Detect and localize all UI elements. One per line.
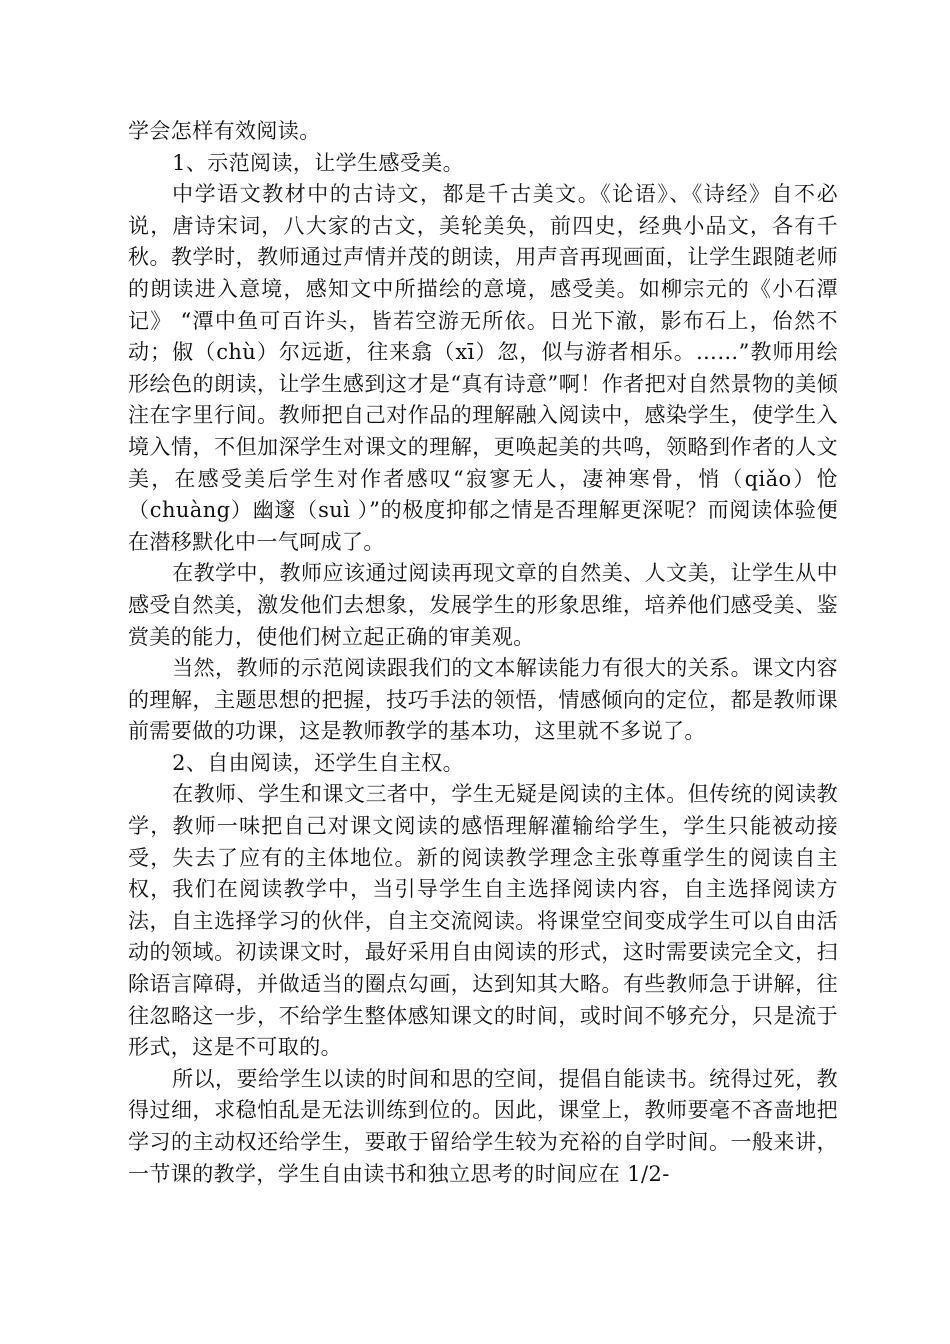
section-heading-free-reading: 2、自由阅读，还学生自主权。 [172, 750, 465, 775]
paragraph-classical-poetry: 中学语文教材中的古诗文，都是千古美文。《论语》、《诗经》自不必说，唐诗宋词，八大家的古文，美轮美奂，前四史，经典小品文，各有千秋。教学时，教师通过声情并茂的朗读，用声音再现画面，让学生跟随老师的朗读进入意境，感知文中所描绘的意境，感受美。如柳宗元的《小石潭记》 “潭中鱼可百许头，皆若空游无所依。日光下澈，影布石上，佁然不动；俶（chù）尔远逝，往来翕（xī）忽，似与游者相乐。……”教师用绘形绘色的朗读，让学生感到这才是“真有诗意”啊！作者把对自然景物的美倾注在字里行间。教师把自己对作品的理解融入阅读中，感染学生，使学生入境入情，不但加深学生对课文的理解，更唤起美的共鸣，领略到作者的人文美，在感受美后学生对作者感叹“寂寥无人，凄神寒骨，悄（qiǎo）怆（chuàng）幽邃（suì ）”的极度抑郁之情是否理解更深呢？而阅读体验便在潜移默化中一气呵成了。 [128, 182, 838, 554]
section-heading-demonstration-reading: 1、示范阅读，让学生感受美。 [172, 150, 465, 175]
paragraph-natural-beauty: 在教学中，教师应该通过阅读再现文章的自然美、人文美，让学生从中感受自然美，激发他们去想象，发展学生的形象思维，培养他们感受美、鉴赏美的能力，使他们树立起正确的审美观。 [128, 561, 838, 649]
paragraph-continuation: 学会怎样有效阅读。 [128, 119, 321, 143]
document-body [128, 116, 838, 1190]
paragraph-reading-time: 所以，要给学生以读的时间和思的空间，提倡自能读书。统得过死，教得过细，求稳怕乱是无法训练到位的。因此，课堂上，教师要毫不吝啬地把学习的主动权还给学生，要敢于留给学生较为充裕的自学时间。一般来讲，一节课的教学，学生自由读书和独立思考的时间应在 1/2- [128, 1066, 838, 1186]
paragraph-text-interpretation: 当然，教师的示范阅读跟我们的文本解读能力有很大的关系。课文内容的理解，主题思想的把握，技巧手法的领悟，情感倾向的定位，都是教师课前需要做的功课，这是教师教学的基本功，这里就不多说了。 [128, 656, 838, 744]
paragraph-student-autonomy: 在教师、学生和课文三者中，学生无疑是阅读的主体。但传统的阅读教学，教师一味把自己对课文阅读的感悟理解灌输给学生，学生只能被动接受，失去了应有的主体地位。新的阅读教学理念主张尊重学生的阅读自主权，我们在阅读教学中，当引导学生自主选择阅读内容，自主选择阅读方法，自主选择学习的伙伴，自主交流阅读。将课堂空间变成学生可以自由活动的领域。初读课文时，最好采用自由阅读的形式，这时需要读完全文，扫除语言障碍，并做适当的圈点勾画，达到知其大略。有些教师急于讲解，往往忽略这一步，不给学生整体感知课文的时间，或时间不够充分，只是流于形式，这是不可取的。 [128, 782, 838, 1060]
